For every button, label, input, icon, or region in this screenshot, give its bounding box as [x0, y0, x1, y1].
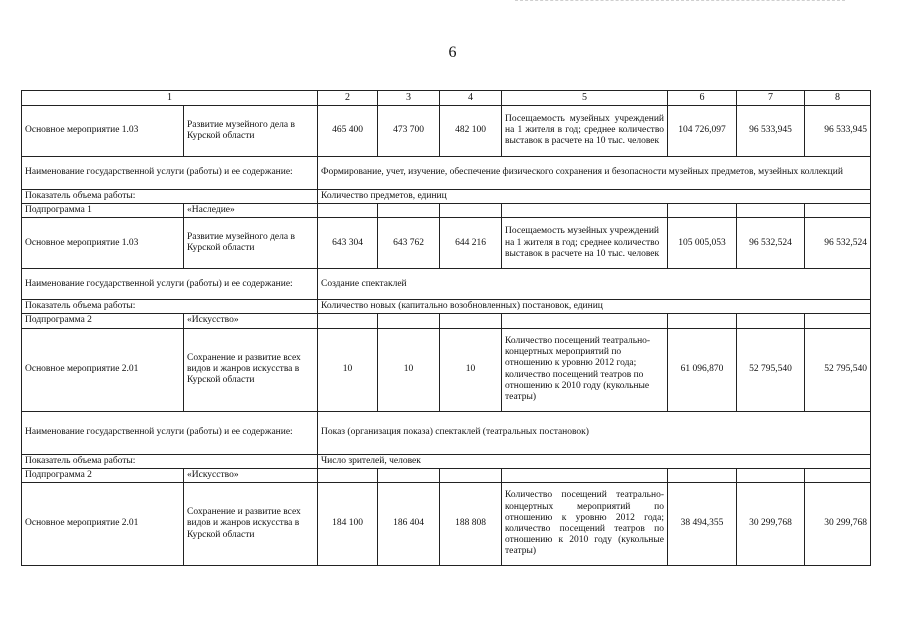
- header-cell: 5: [502, 91, 668, 106]
- volume-label: Показатель объема работы:: [22, 300, 318, 314]
- service-value: Создание спектаклей: [318, 269, 871, 300]
- header-cell: 2: [318, 91, 378, 106]
- value-cell: 482 100: [440, 105, 502, 156]
- volume-row: [22, 189, 871, 203]
- measure-desc: Развитие музейного дела в Курской области: [184, 105, 318, 156]
- volume-label: Показатель объема работы:: [22, 454, 318, 468]
- value-cell: 643 762: [378, 218, 440, 269]
- indicator-text: Посещаемость музейных учреждений на 1 жителя в год; среднее количество выставок в расчете на 10 тыс. человек: [502, 105, 668, 156]
- scan-artifact: [515, 0, 845, 5]
- measure-name: Основное мероприятие 1.03: [22, 105, 184, 156]
- volume-label: Показатель объема работы:: [22, 189, 318, 203]
- service-label: Наименование государственной услуги (работы) и ее содержание:: [22, 269, 318, 300]
- measure-row: [22, 483, 871, 566]
- subprogram-label: Подпрограмма 1: [22, 204, 184, 218]
- subprogram-value: «Искусство»: [184, 468, 318, 482]
- header-cell: 3: [378, 91, 440, 106]
- subprogram-label: Подпрограмма 2: [22, 468, 184, 482]
- service-value: Формирование, учет, изучение, обеспечение физического сохранения и безопасности музейных предметов, музейных коллекций: [318, 156, 871, 189]
- value-cell: 644 216: [440, 218, 502, 269]
- indicator-text: Количество посещений театрально-концертных мероприятий по отношению к уровню 2012 года; количество посещений театров по отношению к 2010 году (кукольные театры): [502, 328, 668, 411]
- value-cell: 96 532,524: [737, 218, 805, 269]
- value-cell: 104 726,097: [668, 105, 737, 156]
- volume-row: [22, 300, 871, 314]
- value-cell: 38 494,355: [668, 483, 737, 566]
- value-cell: 30 299,768: [805, 483, 871, 566]
- value-cell: 105 005,053: [668, 218, 737, 269]
- measure-name: Основное мероприятие 2.01: [22, 328, 184, 411]
- measure-row: [22, 218, 871, 269]
- service-row: [22, 411, 871, 454]
- subprogram-value: «Искусство»: [184, 314, 318, 328]
- value-cell: 96 533,945: [737, 105, 805, 156]
- volume-value: Число зрителей, человек: [318, 454, 871, 468]
- measure-row: [22, 105, 871, 156]
- subprogram-row: [22, 204, 871, 218]
- value-cell: 10: [378, 328, 440, 411]
- header-cell: 6: [668, 91, 737, 106]
- volume-row: [22, 454, 871, 468]
- value-cell: 52 795,540: [737, 328, 805, 411]
- subprogram-value: «Наследие»: [184, 204, 318, 218]
- header-cell: 4: [440, 91, 502, 106]
- subprogram-row: [22, 314, 871, 328]
- program-table: [21, 90, 871, 566]
- measure-desc: Сохранение и развитие всех видов и жанров искусства в Курской области: [184, 328, 318, 411]
- subprogram-label: Подпрограмма 2: [22, 314, 184, 328]
- header-cell: 1: [22, 91, 318, 106]
- value-cell: 61 096,870: [668, 328, 737, 411]
- measure-desc: Сохранение и развитие всех видов и жанров искусства в Курской области: [184, 483, 318, 566]
- value-cell: 52 795,540: [805, 328, 871, 411]
- value-cell: 96 533,945: [805, 105, 871, 156]
- measure-name: Основное мероприятие 2.01: [22, 483, 184, 566]
- page-number: 6: [448, 44, 457, 61]
- volume-value: Количество новых (капитально возобновленных) постановок, единиц: [318, 300, 871, 314]
- header-cell: 8: [805, 91, 871, 106]
- service-label: Наименование государственной услуги (работы) и ее содержание:: [22, 156, 318, 189]
- service-row: [22, 269, 871, 300]
- subprogram-row: [22, 468, 871, 482]
- service-label: Наименование государственной услуги (работы) и ее содержание:: [22, 411, 318, 454]
- value-cell: 10: [440, 328, 502, 411]
- header-row: [22, 91, 871, 106]
- service-value: Показ (организация показа) спектаклей (театральных постановок): [318, 411, 871, 454]
- value-cell: 10: [318, 328, 378, 411]
- service-row: [22, 156, 871, 189]
- header-cell: 7: [737, 91, 805, 106]
- value-cell: 30 299,768: [737, 483, 805, 566]
- value-cell: 186 404: [378, 483, 440, 566]
- value-cell: 188 808: [440, 483, 502, 566]
- value-cell: 473 700: [378, 105, 440, 156]
- indicator-text: Посещаемость музейных учреждений на 1 жителя в год; среднее количество выставок в расчете на 10 тыс. человек: [502, 218, 668, 269]
- value-cell: 96 532,524: [805, 218, 871, 269]
- value-cell: 465 400: [318, 105, 378, 156]
- value-cell: 643 304: [318, 218, 378, 269]
- value-cell: 184 100: [318, 483, 378, 566]
- volume-value: Количество предметов, единиц: [318, 189, 871, 203]
- measure-desc: Развитие музейного дела в Курской области: [184, 218, 318, 269]
- measure-name: Основное мероприятие 1.03: [22, 218, 184, 269]
- measure-row: [22, 328, 871, 411]
- indicator-text: Количество посещений театрально-концертных мероприятий по отношению к уровню 2012 года; количество посещений театров по отношению к 2010 году (кукольные театры): [502, 483, 668, 566]
